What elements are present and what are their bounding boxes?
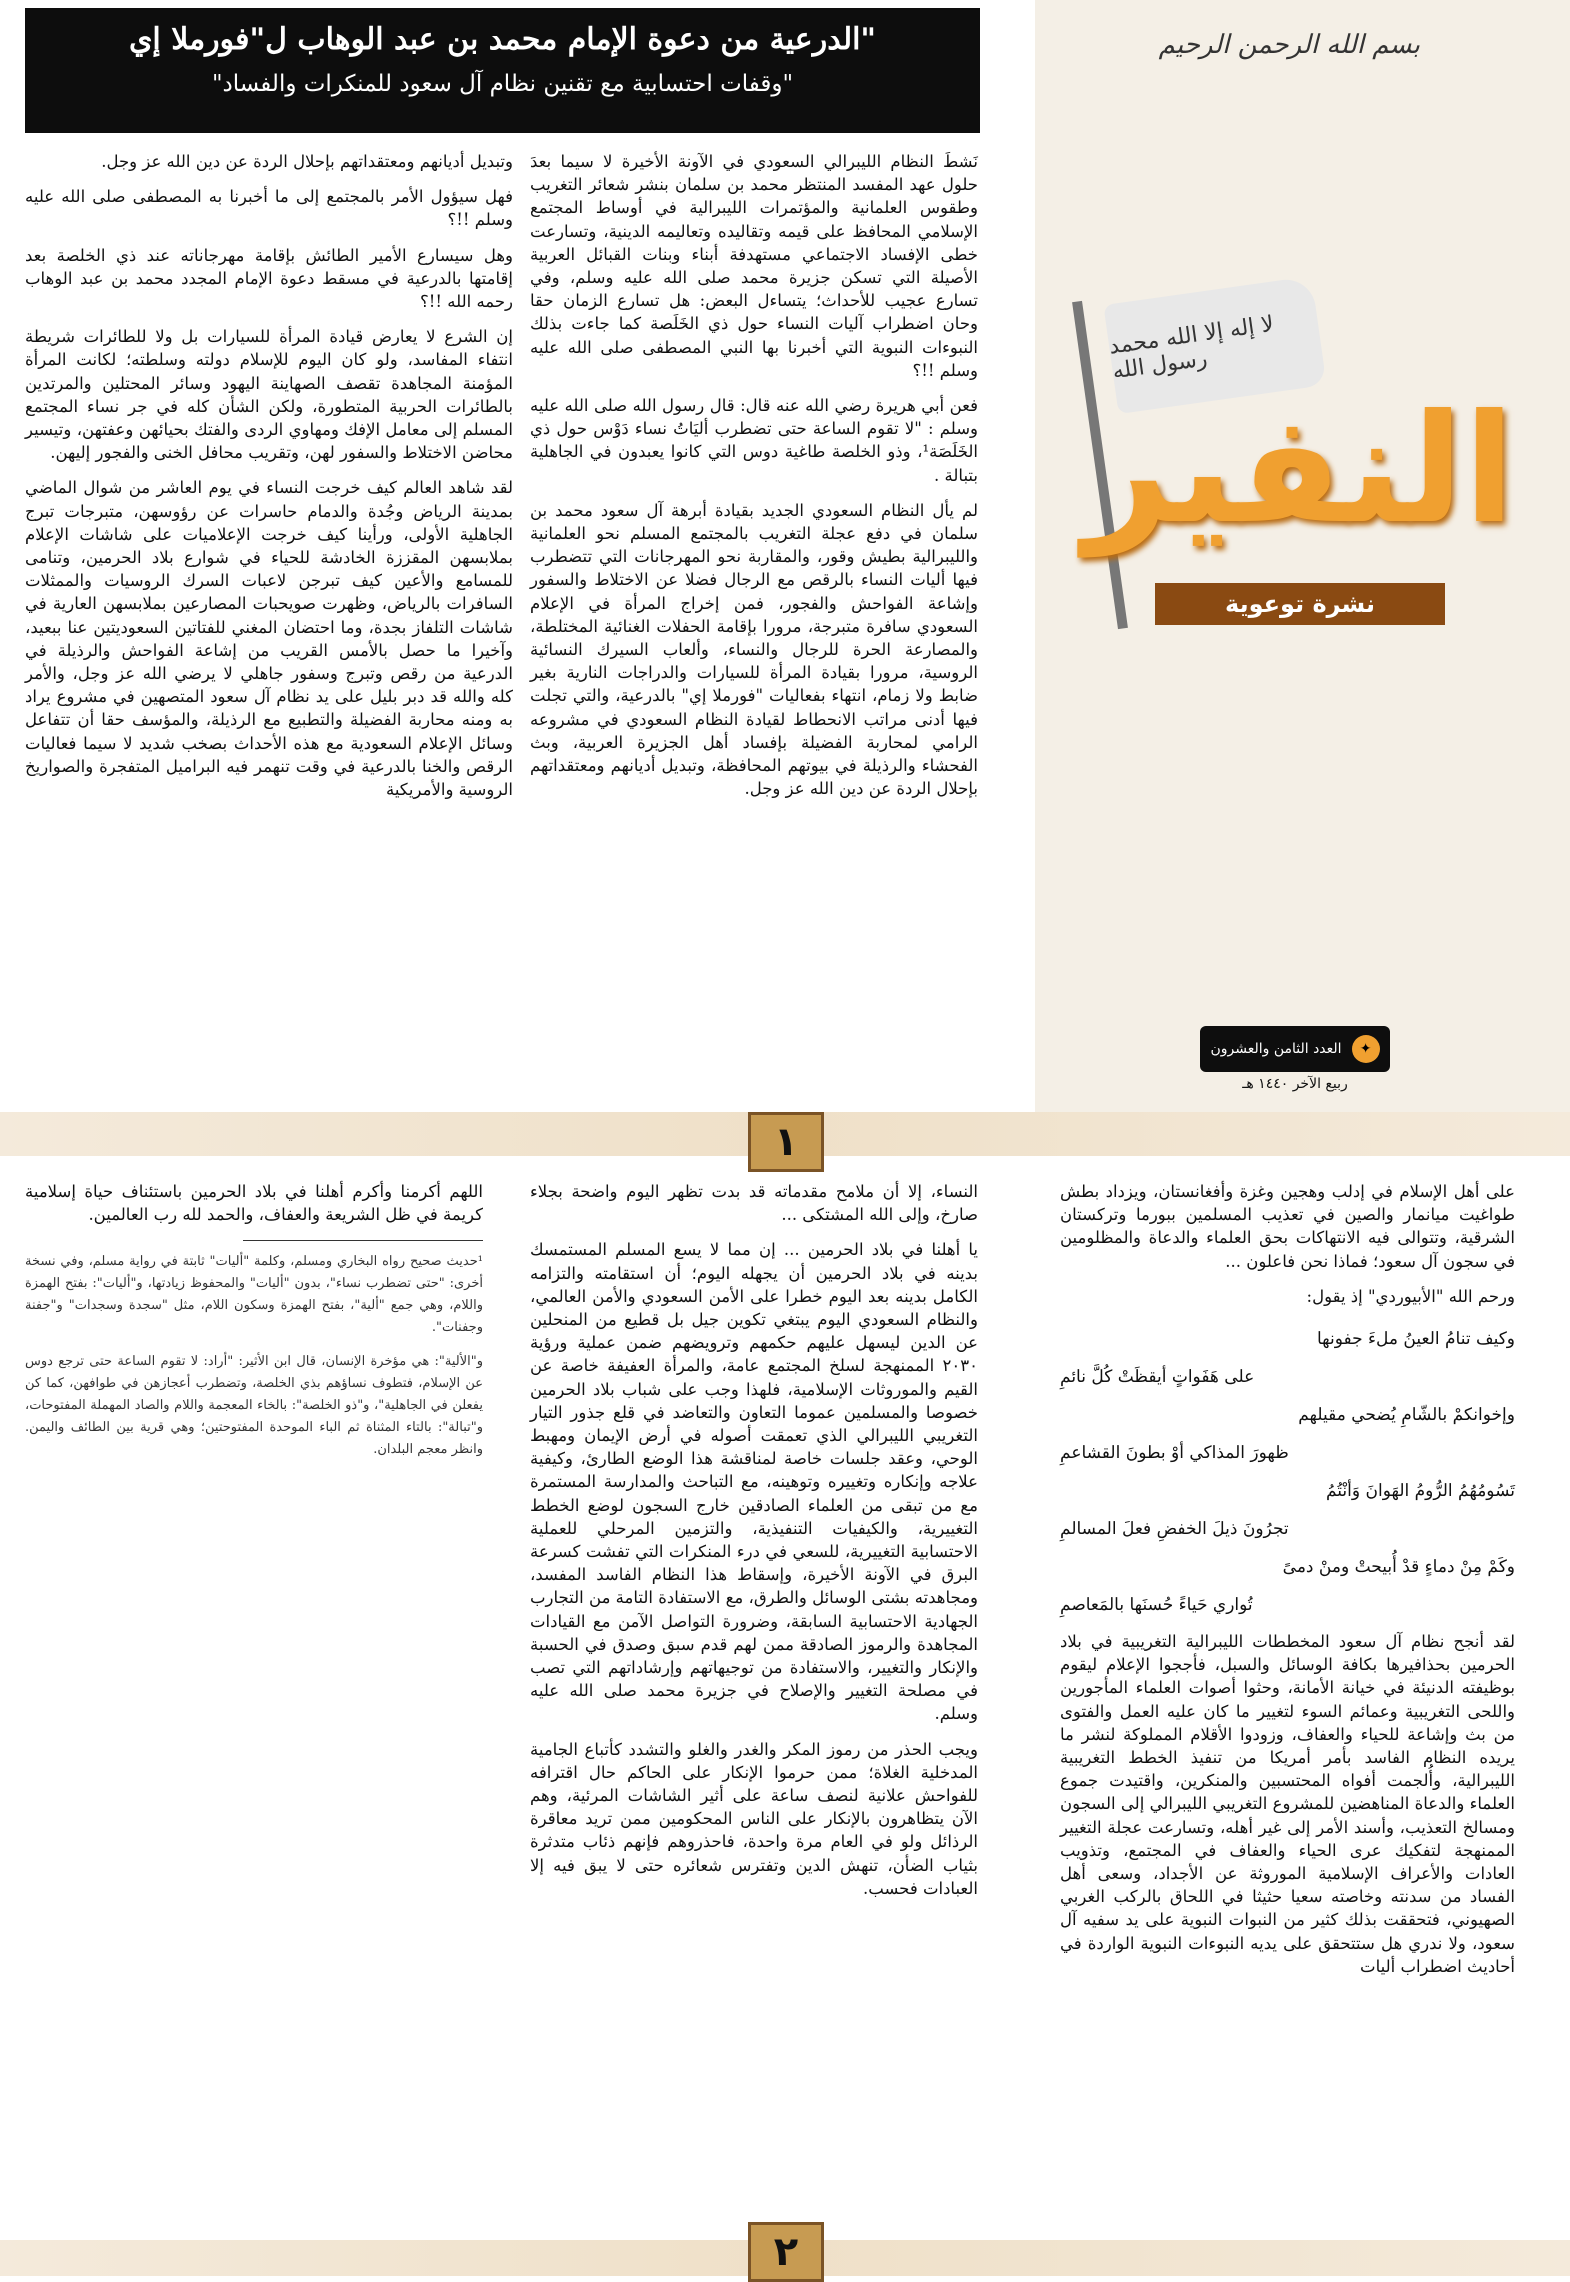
headline-banner	[25, 8, 980, 133]
paragraph: على أهل الإسلام في إدلب وهجين وغزة وأفغانستان، ويزداد بطش طواغيت ميانمار والصين في تعذيب المسلمين ببورما وتركستان الشرقية، وتتوالى فيه الانتهاكات بحق العلماء والدعاة والمظلومين في سجون آل سعود؛ فماذا نحن فاعلون ...	[1060, 1182, 1515, 1271]
paragraph: إن الشرع لا يعارض قيادة المرأة للسيارات بل ولا للطائرات شريطة انتفاء المفاسد، ولو كان اليوم للإسلام دولته وسلطته؛ لكانت المرأة المؤمنة المجاهدة تقصف الصهاينة اليهود وسائر المحتلين والمرتدين بالطائرات الحربية المتطورة، ولكن الشأن كله في جر نساء المجتمع المسلم إلى معامل الإفك ومهاوي الردى والفتك بحيائهن وعفتهن، وتيسير محاضن الاختلاط والسفور لهن، وتقريب محافل الخنى والفجور إليهن.	[25, 327, 513, 463]
page-number-1: ١	[748, 1112, 824, 1172]
poem-verse: تَسُومُهُمُ الرُّومُ الهَوانَ وَأنْتُمُ	[1325, 1481, 1515, 1502]
basmala: بسم الله الرحمن الرحيم	[1158, 30, 1420, 60]
poem-verse: على هَفَواتٍ أيقظَتْ كُلَّ نائمِ	[1060, 1367, 1255, 1388]
poem-verse: تُواري حَياءً حُسنَها بالمَعاصمِ	[1060, 1595, 1253, 1616]
headline-title: الدرعية من دعوة الإمام محمد بن عبد الوهاب ل"فورملا إي"	[128, 22, 877, 57]
headline-subtitle: "وقفات احتسابية مع تقنين نظام آل سعود للمنكرات والفساد"	[211, 71, 794, 97]
page-number-2: ٢	[748, 2222, 824, 2282]
paragraph: نَشطَ النظام الليبرالي السعودي في الآونة الأخيرة لا سيما بعدَ حلول عهد المفسد المنتظر محمد بن سلمان بنشر شعائر التغريب وطقوس العلمانية والمؤتمرات الليبرالية في أوساط المجتمع الإسلامي المحافظ على قيمه وتقاليده وتعاليمه الدينية، وتسارعت خطى الإفساد الاجتماعي مستهدفة أبناء وبنات القبائل العربية الأصيلة التي تسكن جزيرة محمد صلى الله عليه وسلم، وفي تسارع عجيب للأحداث؛ يتساءل البعض: هل تسارع الزمان حقا وحان اضطراب آليات النساء حول ذي الخَلَصة كما جاءت بذلك النبوءات النبوية التي أخبرنا بها النبي المصطفى صلى الله عليه وسلم !!؟	[530, 152, 978, 380]
footnote: ¹حديث صحيح رواه البخاري ومسلم، وكلمة "أليات" ثابتة في رواية مسلم، وفي نسخة أخرى: "حتى تضطرب نساء"، بدون "أليات" والمحفوظ زيادتها، و"أليات": بفتح الهمزة واللام، وهي جمع "ألية"، بفتح الهمزة وسكون اللام، مثل "سجدة وسجدات" و"جفنة وجفنات".	[25, 1254, 483, 1336]
issue-date: ربيع الآخر ١٤٤٠ هـ	[1242, 1076, 1348, 1092]
paragraph: اللهم أكرمنا وأكرم أهلنا في بلاد الحرمين باستئناف حياة إسلامية كريمة في ظل الشريعة والعفاف، والحمد لله رب العالمين.	[25, 1182, 483, 1225]
column-2-left	[25, 1180, 483, 1473]
paragraph: النساء، إلا أن ملامح مقدماته قد بدت تظهر اليوم واضحة بجلاء صارخ، وإلى الله المشتكى ...	[530, 1182, 978, 1225]
footnote: و"الألية": هي مؤخرة الإنسان، قال ابن الأثير: "أراد: لا تقوم الساعة حتى ترجع دوس عن الإسلام، فتطوف نساؤهم بذي الخلصة، وتضطرب أعجازهن في طوافهن، كما كن يفعلن في الجاهلية"، و"ذو الخلصة": بالخاء المعجمة واللام والصاد المهملة المفتوحات، و"تبالة": بالتاء المثناة ثم الباء الموحدة المفتوحتين؛ وهي قرية بين الطائف واليمن. وانظر معجم البلدان.	[25, 1354, 483, 1458]
paragraph: ورحم الله "الأبيوردي" إذ يقول:	[1306, 1286, 1515, 1306]
poem-verse: وكَمْ مِنْ دماءٍ قدْ أُبيحتْ ومنْ دمىً	[1282, 1557, 1515, 1578]
flag-icon: لا إله إلا الله محمد رسول الله	[1103, 276, 1326, 414]
poem-verse: وإخوانكمْ بالشّامِ يُضحي مقيلهم	[1298, 1405, 1515, 1426]
column-1-left	[25, 150, 513, 813]
issue-label: العدد الثامن والعشرون	[1210, 1041, 1342, 1057]
magazine-subtitle: نشرة توعوية	[1155, 583, 1445, 625]
issue-badge	[1200, 1026, 1390, 1072]
paragraph: ويجب الحذر من رموز المكر والغدر والغلو والتشدد كأتباع الجامية المدخلية الغلاة؛ ممن حرموا الإنكار على الحاكم حال اقترافه للفواحش علانية لنصف ساعة على أثير الشاشات المرئية، وهم الآن يتظاهرون بالإنكار على الناس المحكومين ممن تريد معاقرة الرذائل ولو في العام مرة واحدة، فاحذروهم فإنهم ذئاب متدثرة بثياب الضأن، تنهش الدين وتفترس شعائره حتى لا يبق فيه إلا العبادات فحسب.	[530, 1739, 978, 1898]
magazine-title: النفير	[1083, 383, 1515, 557]
paragraph: يا أهلنا في بلاد الحرمين ... إن مما لا يسع المسلم المستمسك بدينه في بلاد الحرمين أن يجهله اليوم؛ أن استقامته والتزامه الكامل بدينه بعد اليوم خطرا على الأمن السعودي والأمن العالمي، والنظام السعودي اليوم يبتغي تكوين جيل بل قطيع من المنحلين عن الدين ليسهل عليهم حكمهم وترويضهم ضمن عملية ورؤية ٢٠٣٠ الممنهجة لسلخ المجتمع عامة، والمرأة العفيفة خاصة عن القيم والموروثات الإسلامية، فلهذا وجب على شباب بلاد الحرمين خصوصا والمسلمين عموما التعاون والتعاضد في قلع جذور التيار التغريبي الليبرالي الذي تعمقت أصوله في أرض الإيمان ومهبط الوحي، وعقد جلسات خاصة لمناقشة هذا الوضع الطارئ، وكيفية علاجه وإنكاره وتغييره وتوهينه، مع التباحث والمدارسة المستمرة مع من تبقى من العلماء الصادقين خارج السجون لوضع الخطط التغييرية، والكيفيات التنفيذية، والتزمين المرحلي للعملية الاحتسابية التغييرية، للسعي في درء المنكرات التي تفشت كسرعة البرق في الآونة الأخيرة، وإسقاط هذا النظام الفاسد المفسد، ومجاهدته بشتى الوسائل والطرق، مع الاستفادة التامة من التجارب الجهادية الاحتسابية السابقة، وضرورة التواصل الآمن مع القيادات المجاهدة والرموز الصادقة ممن لهم قدم سبق وصدق في الحسبة والإنكار والتغيير، والاستفادة من توجيهاتهم وإرشاداتهم التي تصب في مصلحة التغيير والإصلاح في جزيرة محمد صلى الله عليه وسلم.	[530, 1240, 978, 1724]
paragraph: فعن أبي هريرة رضي الله عنه قال: قال رسول الله صلى الله عليه وسلم : "لا تقوم الساعة حتى تضطرب أليَاتُ نساء دَوْس حول ذي الخَلَصَة¹، وذو الخلصة طاغية دوس التي كانوا يعبدون في الجاهلية بتبالة .	[530, 396, 978, 485]
paragraph: فهل سيؤول الأمر بالمجتمع إلى ما أخبرنا به المصطفى صلى الله عليه وسلم !!؟	[25, 187, 513, 230]
paragraph: لم يأل النظام السعودي الجديد بقيادة أبرهة آل سعود محمد بن سلمان في دفع عجلة التغريب بالمجتمع المسلم نحو العلمانية والليبرالية بطيش وقور، والمقاربة نحو المهرجانات التي تتضطرب فيها أليات النساء بالرقص مع الرجال فضلا عن الاختلاط والسفور وإشاعة الفواحش والفجور، فمن إخراج المرأة في الإعلام السعودي سافرة متبرجة، مرورا بإقامة الحفلات الغنائية المختلطة، والمصارعة الحرة للرجال والنساء، وألعاب السيرك النسائية الروسية، مرورا بقيادة المرأة للسيارات والدراجات النارية بغير ضابط ولا زمام، انتهاء بفعاليات "فورملا إي" بالدرعية، والتي تجلت فيها أدنى مراتب الانحطاط لقيادة النظام السعودي في مشروعه الرامي لمحاربة الفضيلة بإفساد أهل الجزيرة العربية، وبث الفحشاء والرذيلة في بيوتهم المحافظة، وتبديل أديانهم ومعتقداتهم بإحلال الردة عن دين الله عز وجل.	[530, 500, 978, 799]
column-2-right	[1060, 1180, 1515, 1990]
paragraph: لقد شاهد العالم كيف خرجت النساء في يوم العاشر من شوال الماضي بمدينة الرياض وجُدة والدمام حاسرات عن رؤوسهن، متبرجات تبرج الجاهلية الأولى، ورأينا كيف خرجت الإعلاميات على شاشات الإعلام بملابسهن المقززة الخادشة للحياء في شوارع بلاد الحرمين، وتنامى للمسامع والأعين كيف تبرجن لاعبات السرك الروسيات والممثلات السافرات بالرياض، وظهرت صويحبات المصارعين بملابسهن العارية في شاشات التلفاز بجدة، وما احتضان المغني للفتاتين السعوديتين عنا ببعيد، وآخيرا ما حصل بالأمس القريب من إشاعة الفواحش والرذيلة في الدرعية من رقص وتبرج وسفور جاهلي لا يرضي الله عز وجل، والأمر كله والله قد دبر بليل على يد نظام آل سعود المتصهين في مشروع يراد به ومنه محاربة الفضيلة والتطبيع مع الرذيلة، والمؤسف حقا أن تتفاعل وسائل الإعلام السعودية مع هذه الأحداث بصخب شديد لا سيما فعاليات الرقص والخنا بالدرعية في وقت تنهمر فيه البراميل المتفجرة والصواريخ الروسية والأمريكية	[25, 478, 513, 800]
column-2-middle	[530, 1180, 978, 1912]
poem	[1060, 1320, 1515, 1624]
footnote-divider	[243, 1240, 483, 1241]
poem-verse: ظهورَ المذاكي أوْ بطونَ القشاعمِ	[1060, 1443, 1289, 1464]
cover-panel	[1035, 0, 1570, 1112]
poem-verse: وكيف تنامُ العينُ ملءَ جفونها	[1317, 1329, 1515, 1350]
logo-icon: ✦	[1352, 1035, 1380, 1063]
paragraph: وتبديل أديانهم ومعتقداتهم بإحلال الردة عن دين الله عز وجل.	[101, 152, 513, 171]
paragraph: وهل سيسارع الأمير الطائش بإقامة مهرجاناته عند ذي الخلصة بعد إقامتها بالدرعية في مسقط دعوة الإمام المجدد محمد بن عبد الوهاب رحمه الله !!؟	[25, 245, 513, 312]
paragraph: لقد أنجح نظام آل سعود المخططات الليبرالية التغريبية في بلاد الحرمين بحذافيرها بكافة الوسائل والسبل، فأججوا الإعلام ليقوم بوظيفته الدنيئة في خيانة الأمانة، وحثوا أصوات العلماء المأجورين واللحى التغريبية وعمائم السوء لتغيير ما كان عليه العمل والفتوى من بث وإشاعة للحياء والعفاف، وزودوا الأقلام المملوكة لنشر ما يريده النظام الفاسد بأمر أمريكا من تنفيذ الخطط التغريبية الليبرالية، وأُلجمت أفواه المحتسبين والمنكرين، واقتيدت جموع العلماء والدعاة المناهضين للمشروع التغريبي الليبرالي إلى السجون ومسالخ التعذيب، وأسند الأمر إلى غير أهله، وتسارعت عجلة التغيير الممنهجة لتفكيك عرى الحياء والعفاف في المجتمع، وتذويب العادات والأعراف الإسلامية الموروثة عن الأجداد، وسعى أهل الفساد من سدنته وخاصته سعيا حثيثا في اللحاق بالركب الغربي الصهيوني، فتحققت بذلك كثير من النبوات النبوية على يد سفيه آل سعود، ولا ندري هل ستتحقق على يديه النبوءات النبوية الواردة في أحاديث اضطراب أليات	[1060, 1632, 1515, 1976]
column-1-right	[530, 150, 978, 812]
poem-verse: تجرُونَ ذيلَ الخفضِ فعلَ المسالمِ	[1060, 1519, 1289, 1540]
